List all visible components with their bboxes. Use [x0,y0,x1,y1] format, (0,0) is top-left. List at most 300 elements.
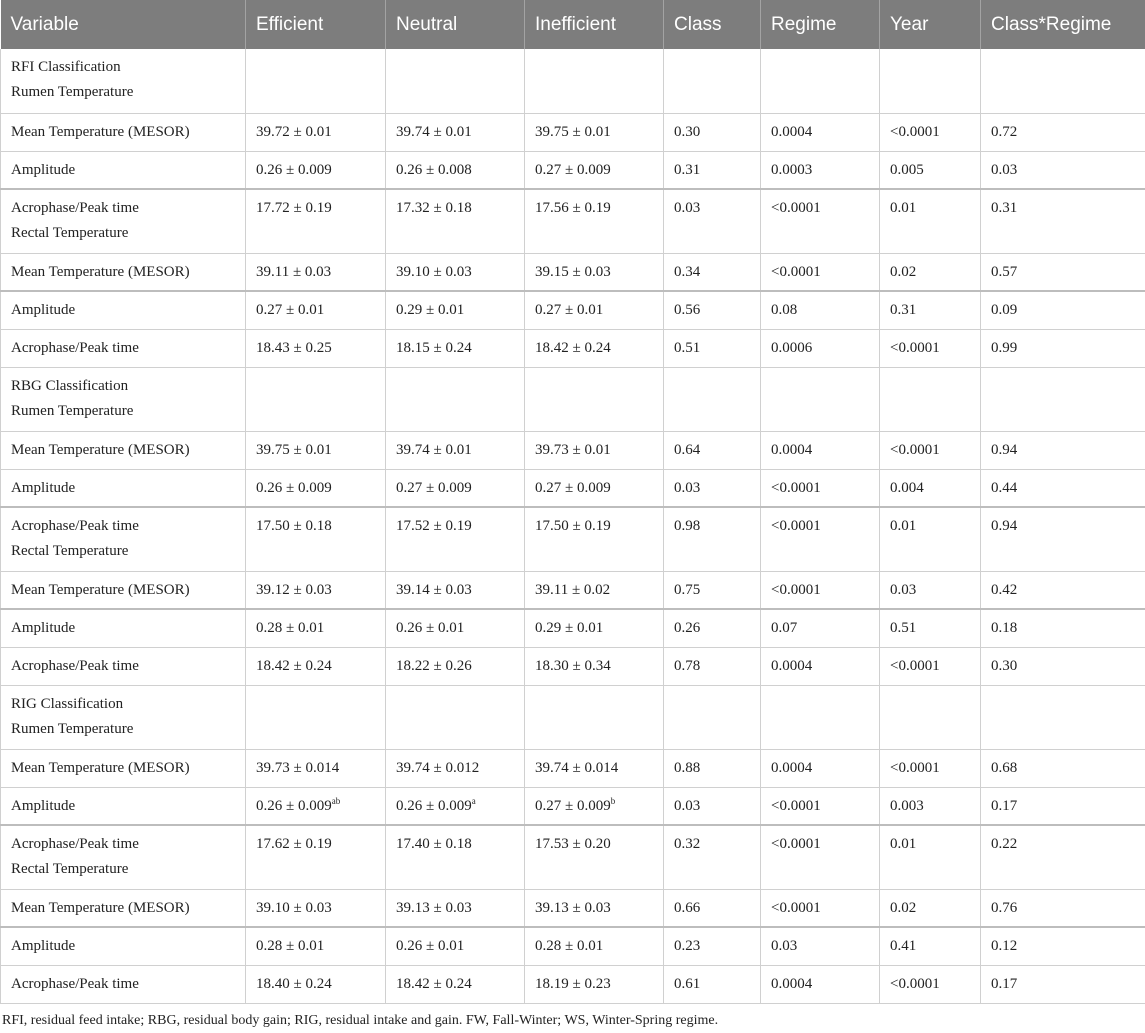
value-cell [386,685,525,749]
variable-label: Amplitude [11,161,76,178]
value-cell [880,787,981,825]
value-text: 0.0004 [771,657,813,674]
value-cell [386,189,525,253]
significance-superscript: b [610,795,616,806]
variable-label: Mean Temperature (MESOR) [11,759,190,776]
value-cell [246,49,386,113]
table-row [1,685,1145,749]
table-row [1,647,1145,685]
variable-cell [1,113,246,151]
value-cell [981,889,1145,927]
variable-cell [1,647,246,685]
value-text: 0.64 [674,441,701,458]
value-text: 0.28 ± 0.01 [256,620,325,636]
value-cell [664,291,761,329]
value-text: <0.0001 [771,518,821,534]
value-cell [981,825,1145,889]
value-text: 0.22 [991,836,1018,852]
value-cell [525,965,664,1003]
value-text: 0.26 ± 0.008 [396,161,472,178]
value-text: 17.52 ± 0.19 [396,518,472,534]
variable-label: Rectal Temperature [11,543,129,559]
value-text: 0.03 [890,581,917,598]
value-text: <0.0001 [890,759,940,776]
value-text: 39.75 ± 0.01 [535,123,611,140]
variable-cell [1,431,246,469]
variable-label: Acrophase/Peak time [11,657,139,674]
table-row [1,291,1145,329]
variable-label: Acrophase/Peak time [11,836,139,852]
value-cell [386,253,525,291]
value-cell [246,571,386,609]
value-text: 0.003 [890,797,924,814]
value-text: 0.99 [991,339,1018,356]
value-cell [664,965,761,1003]
value-cell [664,507,761,571]
value-text: 0.27 ± 0.01 [256,302,325,318]
value-cell [880,571,981,609]
value-cell [880,685,981,749]
value-cell [525,927,664,965]
value-text: <0.0001 [771,797,821,814]
value-cell [880,749,981,787]
value-cell [664,49,761,113]
value-cell [664,749,761,787]
value-text: 39.74 ± 0.012 [396,759,480,776]
variable-label: Amplitude [11,620,76,636]
variable-cell [1,507,246,571]
value-cell [525,291,664,329]
value-text: 39.13 ± 0.03 [396,899,472,916]
column-header: Year [880,0,981,49]
value-cell [246,431,386,469]
value-cell [246,927,386,965]
value-text: 18.42 ± 0.24 [256,657,332,674]
value-cell [880,49,981,113]
variable-label: Rectal Temperature [11,225,129,241]
value-cell [761,253,880,291]
value-cell [761,825,880,889]
value-text: 0.41 [890,938,917,954]
value-cell [880,113,981,151]
value-text: 0.02 [890,263,917,280]
column-header: Class*Regime [981,0,1145,49]
value-text: 18.40 ± 0.24 [256,975,332,992]
value-text: 0.0004 [771,975,813,992]
table-row [1,927,1145,965]
value-text: 0.66 [674,899,701,916]
value-text: 0.31 [890,302,917,318]
value-text: 0.98 [674,518,701,534]
value-cell [880,431,981,469]
value-text: 0.27 ± 0.009 [535,161,611,178]
value-cell [664,367,761,431]
value-text: 17.50 ± 0.19 [535,518,611,534]
value-text: 17.56 ± 0.19 [535,200,611,216]
value-cell [664,927,761,965]
value-text: 39.72 ± 0.01 [256,123,332,140]
value-text: 0.01 [890,200,917,216]
value-cell [525,329,664,367]
value-text: 0.61 [674,975,701,992]
value-text: 39.74 ± 0.014 [535,759,619,776]
value-cell [246,469,386,507]
value-cell [246,965,386,1003]
value-text: 39.74 ± 0.01 [396,123,472,140]
value-text: 18.19 ± 0.23 [535,975,611,992]
value-text: 0.94 [991,518,1018,534]
value-cell [525,431,664,469]
variable-label: Mean Temperature (MESOR) [11,581,190,598]
value-cell [386,965,525,1003]
value-text: 0.76 [991,899,1018,916]
value-cell [386,571,525,609]
value-cell [981,253,1145,291]
value-text: 0.42 [991,581,1018,598]
variable-cell [1,571,246,609]
value-cell [880,151,981,189]
table-body [1,49,1145,1003]
value-cell [525,507,664,571]
value-cell [981,507,1145,571]
value-text: 39.75 ± 0.01 [256,441,332,458]
value-cell [761,49,880,113]
variable-cell [1,889,246,927]
value-cell [246,787,386,825]
value-cell [386,329,525,367]
table-row [1,749,1145,787]
value-cell [386,889,525,927]
significance-superscript: a [471,795,476,806]
value-cell [981,151,1145,189]
value-cell [761,685,880,749]
value-cell [525,685,664,749]
value-text: 0.28 ± 0.01 [535,938,604,954]
value-cell [525,749,664,787]
value-cell [246,151,386,189]
value-cell [761,889,880,927]
variable-label: Amplitude [11,797,76,814]
value-cell [761,507,880,571]
variable-cell [1,329,246,367]
value-text: 0.0004 [771,123,813,140]
value-text: 39.14 ± 0.03 [396,581,472,598]
value-text: 18.42 ± 0.24 [396,975,472,992]
value-cell [761,189,880,253]
variable-cell [1,291,246,329]
value-cell [880,927,981,965]
value-cell [525,367,664,431]
value-text: 0.0006 [771,339,813,356]
table-header [1,0,1145,49]
variable-label: Rumen Temperature [11,720,134,737]
table-row [1,469,1145,507]
value-text: 0.0004 [771,759,813,776]
value-text: 0.26 ± 0.01 [396,620,465,636]
value-cell [981,609,1145,647]
value-cell [664,787,761,825]
column-header: Regime [761,0,880,49]
table-row [1,571,1145,609]
value-cell [664,189,761,253]
value-text: 0.03 [991,161,1018,178]
value-cell [880,825,981,889]
value-text: 0.23 [674,938,701,954]
value-text: 0.57 [991,263,1018,280]
table-row [1,49,1145,113]
value-cell [981,189,1145,253]
value-cell [761,469,880,507]
variable-label: RFI Classification [11,59,121,75]
value-text: 0.26 ± 0.009 [396,797,472,814]
value-text: 18.15 ± 0.24 [396,339,472,356]
value-cell [664,825,761,889]
value-cell [761,367,880,431]
value-text: 17.53 ± 0.20 [535,836,611,852]
table-row [1,787,1145,825]
value-text: 0.31 [991,200,1018,216]
value-cell [880,609,981,647]
value-text: 0.0003 [771,161,813,178]
value-text: 0.27 ± 0.009 [535,797,611,814]
table-row [1,431,1145,469]
value-text: 0.03 [674,200,701,216]
variable-label: Rumen Temperature [11,84,134,100]
value-cell [525,825,664,889]
value-cell [981,927,1145,965]
value-cell [525,469,664,507]
value-text: 0.75 [674,581,701,598]
value-cell [880,889,981,927]
table-row [1,965,1145,1003]
value-cell [246,291,386,329]
value-text: 39.12 ± 0.03 [256,581,332,598]
variable-cell [1,189,246,253]
value-cell [525,889,664,927]
value-cell [664,609,761,647]
value-cell [386,49,525,113]
value-cell [246,329,386,367]
value-cell [761,965,880,1003]
value-text: 0.0004 [771,441,813,458]
value-cell [246,685,386,749]
variable-cell [1,825,246,889]
value-text: 0.68 [991,759,1018,776]
value-text: 0.51 [890,620,917,636]
value-text: 0.34 [674,263,701,280]
value-text: 0.72 [991,123,1018,140]
value-cell [761,647,880,685]
value-text: 0.005 [890,161,924,178]
variable-cell [1,965,246,1003]
column-header: Neutral [386,0,525,49]
variable-label: Mean Temperature (MESOR) [11,123,190,140]
value-cell [246,367,386,431]
header-row [1,0,1145,49]
value-cell [981,329,1145,367]
value-text: 0.56 [674,302,701,318]
value-text: 0.01 [890,836,917,852]
value-cell [525,787,664,825]
table-row [1,189,1145,253]
variable-cell [1,151,246,189]
variable-label: RIG Classification [11,695,124,712]
value-text: 0.02 [890,899,917,916]
table-row [1,151,1145,189]
value-text: 0.28 ± 0.01 [256,938,325,954]
value-cell [981,965,1145,1003]
table-row [1,825,1145,889]
value-cell [880,507,981,571]
variable-label: Acrophase/Peak time [11,975,139,992]
value-cell [386,113,525,151]
value-cell [246,825,386,889]
value-cell [386,469,525,507]
value-text: 0.03 [674,797,701,814]
value-cell [386,431,525,469]
value-text: 17.32 ± 0.18 [396,200,472,216]
value-cell [386,647,525,685]
value-cell [246,189,386,253]
value-text: <0.0001 [890,975,940,992]
variable-label: Mean Temperature (MESOR) [11,899,190,916]
value-text: 0.03 [674,479,701,496]
value-text: 39.15 ± 0.03 [535,263,611,280]
value-cell [386,609,525,647]
value-cell [525,609,664,647]
column-header: Variable [1,0,246,49]
column-header: Class [664,0,761,49]
value-text: 0.30 [674,123,701,140]
value-text: 0.18 [991,620,1018,636]
variable-cell [1,49,246,113]
value-cell [386,825,525,889]
value-text: <0.0001 [771,899,821,916]
significance-superscript: ab [331,795,341,806]
variable-cell [1,927,246,965]
table-row [1,113,1145,151]
value-cell [880,329,981,367]
value-cell [981,469,1145,507]
value-text: <0.0001 [890,339,940,356]
value-cell [386,749,525,787]
value-text: 0.26 ± 0.01 [396,938,465,954]
variable-cell [1,609,246,647]
value-text: 0.01 [890,518,917,534]
value-text: 0.03 [771,938,798,954]
value-text: 0.78 [674,657,701,674]
value-text: 0.08 [771,302,798,318]
value-cell [386,787,525,825]
value-cell [880,647,981,685]
value-cell [981,571,1145,609]
value-text: 17.72 ± 0.19 [256,200,332,216]
value-cell [880,253,981,291]
value-cell [761,927,880,965]
value-cell [525,253,664,291]
value-text: 0.88 [674,759,701,776]
value-text: 39.73 ± 0.01 [535,441,611,458]
value-cell [761,431,880,469]
value-cell [525,113,664,151]
value-cell [880,291,981,329]
variable-label: Amplitude [11,938,76,954]
value-cell [525,49,664,113]
value-text: <0.0001 [771,263,821,280]
value-cell [761,787,880,825]
value-text: <0.0001 [890,441,940,458]
value-cell [664,253,761,291]
value-cell [981,113,1145,151]
value-text: 18.30 ± 0.34 [535,657,611,674]
value-cell [386,291,525,329]
value-text: <0.0001 [771,581,821,598]
value-text: 0.27 ± 0.009 [535,479,611,496]
value-cell [525,647,664,685]
value-text: 0.07 [771,620,798,636]
variable-label: Acrophase/Peak time [11,518,139,534]
value-cell [761,609,880,647]
value-cell [664,647,761,685]
value-cell [761,571,880,609]
value-cell [761,113,880,151]
value-text: 0.32 [674,836,701,852]
value-cell [880,469,981,507]
variable-cell [1,685,246,749]
value-cell [761,151,880,189]
variable-label: Amplitude [11,479,76,496]
value-cell [664,329,761,367]
table-row [1,367,1145,431]
value-cell [246,749,386,787]
value-cell [386,151,525,189]
value-text: 0.09 [991,302,1018,318]
value-text: 0.26 ± 0.009 [256,797,332,814]
value-cell [525,571,664,609]
value-cell [246,647,386,685]
value-cell [386,927,525,965]
value-cell [246,609,386,647]
value-cell [664,113,761,151]
value-cell [981,749,1145,787]
value-text: 39.13 ± 0.03 [535,899,611,916]
variable-label: RBG Classification [11,377,129,394]
value-text: <0.0001 [890,657,940,674]
value-text: 18.43 ± 0.25 [256,339,332,356]
value-text: 0.26 ± 0.009 [256,161,332,178]
value-cell [246,113,386,151]
value-cell [246,253,386,291]
value-text: 0.30 [991,657,1018,674]
value-cell [246,889,386,927]
value-text: 0.94 [991,441,1018,458]
table-row [1,253,1145,291]
variable-cell [1,253,246,291]
value-cell [664,889,761,927]
value-text: 0.27 ± 0.009 [396,479,472,496]
value-text: <0.0001 [771,200,821,216]
value-cell [981,291,1145,329]
value-text: 0.17 [991,975,1018,992]
column-header: Efficient [246,0,386,49]
value-cell [981,647,1145,685]
variable-label: Rectal Temperature [11,861,129,877]
value-text: 0.44 [991,479,1018,496]
value-cell [880,189,981,253]
value-text: <0.0001 [771,479,821,496]
value-cell [880,965,981,1003]
value-cell [880,367,981,431]
